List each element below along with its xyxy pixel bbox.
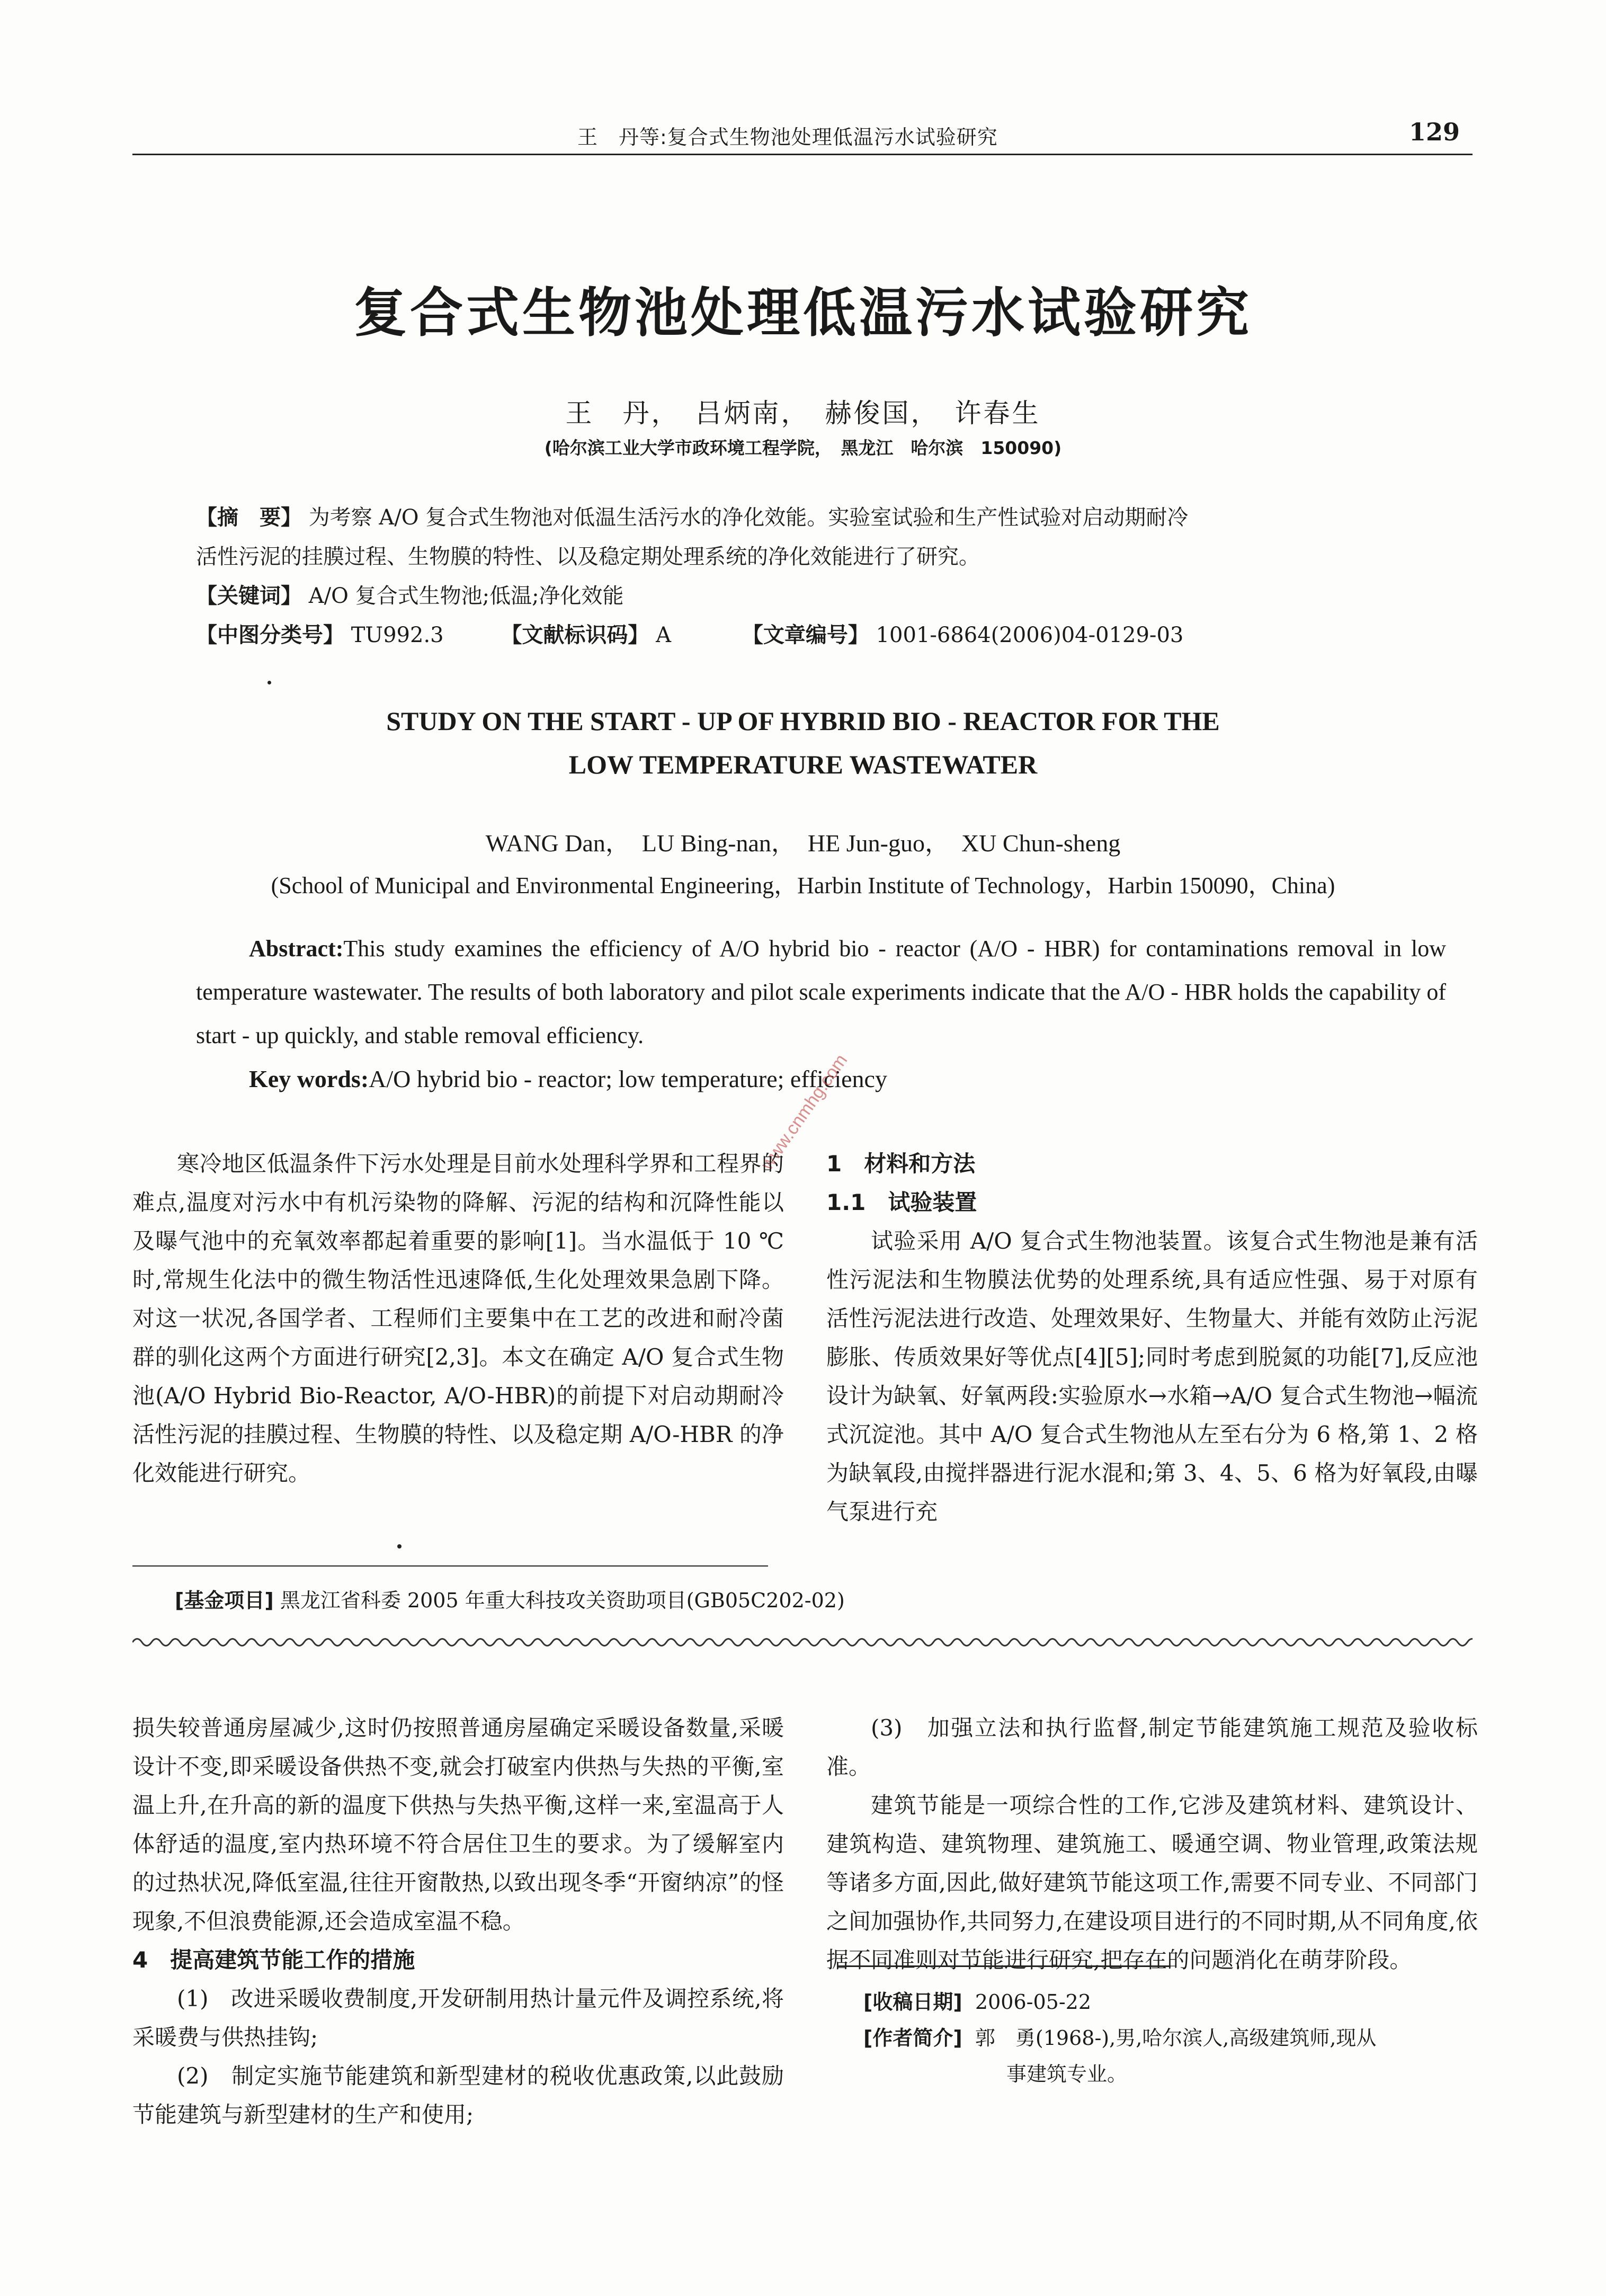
fund-note [175, 1584, 845, 1613]
title-english [0, 699, 1606, 786]
author-bio-line-1: 郭 勇(1968-),男,哈尔滨人,高级建筑师,现从 [975, 2026, 1377, 2050]
lower-left-paragraph: 损失较普通房屋减少,这时仍按照普通房屋确定采暖设备数量,采暖设计不变,即采暖设备供热不变,就会打破室内供热与失热的平衡,室温上升,在升高的新的温度下供热与失热平衡,这样一来,室温高于人体舒适的温度,室内热环境不符合居住卫生的要求。为了缓解室内的过热状况,降低室温,往往开窗散热,以致出现冬季“开窗纳凉”的怪现象,不但浪费能源,还会造成室温不稳。 [132, 1715, 784, 1934]
title-english-line-1: STUDY ON THE START - UP OF HYBRID BIO - REACTOR FOR THE [386, 706, 1220, 736]
header-rule [132, 154, 1473, 155]
abstract-line-2: 活性污泥的挂膜过程、生物膜的特性、以及稳定期处理系统的净化效能进行了研究。 [196, 545, 980, 569]
intro-column [132, 1144, 784, 1492]
authors-english: WANG Dan， LU Bing-nan， HE Jun-guo， XU Chun-sheng [485, 830, 1121, 857]
article-number-label: 【文章编号】 [742, 623, 869, 647]
intro-paragraph: 寒冷地区低温条件下污水处理是目前水处理科学界和工程界的难点,温度对污水中有机污染物的降解、污泥的结构和沉降性能以及曝气池中的充氧效率都起着重要的影响[1]。当水温低于 10 ℃时,常规生化法中的微生物活性迅速降低,生化处理效果急剧下降。对这一状况,各国学者、工程师们主要集中在工艺的改进和耐冷菌群的驯化这两个方面进行研究[2,3]。本文在确定 A/O 复合式生物池(A/O Hybrid Bio-Reactor, A/O-HBR)的前提下对启动期耐冷活性污泥的挂膜过程、生物膜的特性、以及稳定期 A/O-HBR 的净化效能进行研究。 [132, 1151, 784, 1486]
doc-code-value: A [656, 623, 672, 647]
title-chinese: 复合式生物池处理低温污水试验研究 [354, 282, 1252, 344]
lower-right-column [826, 1708, 1478, 1979]
running-title: 王 丹等:复合式生物池处理低温污水试验研究 [577, 126, 998, 149]
article-number-value: 1001-6864(2006)04-0129-03 [876, 623, 1184, 647]
section-1-1-heading: 1.1 试验装置 [826, 1189, 977, 1215]
keywords-chinese: A/O 复合式生物池;低温;净化效能 [308, 584, 624, 608]
abstract-english-text: This study examines the efficiency of A/O hybrid bio - reactor (A/O - HBR) for contaminations removal in low temperature wastewater. The results of both laboratory and pilot scale experiments indicate that the A/O - HBR holds the capability of start - up quickly, and stable removal efficiency. [196, 936, 1446, 1048]
methods-column [826, 1144, 1478, 1531]
affiliation-chinese: (哈尔滨工业大学市政环境工程学院， 黑龙江 哈尔滨 150090) [544, 438, 1062, 458]
clc-label: 【中图分类号】 [196, 623, 344, 647]
classification-line [196, 616, 1446, 655]
methods-paragraph: 试验采用 A/O 复合式生物池装置。该复合式生物池是兼有活性污泥法和生物膜法优势的处理系统,具有适应性强、易于对原有活性污泥法进行改造、处理效果好、生物量大、并能有效防止污泥膨胀、传质效果好等优点[4][5];同时考虑到脱氮的功能[7],反应池设计为缺氧、好氧两段:实验原水→水箱→A/O 复合式生物池→幅流式沉淀池。其中 A/O 复合式生物池从左至右分为 6 格,第 1、2 格为缺氧段,由搅拌器进行泥水混和;第 3、4、5、6 格为好氧段,由曝气泵进行充 [826, 1228, 1478, 1525]
fund-text: 黑龙江省科委 2005 年重大科技攻关资助项目(GB05C202-02) [280, 1589, 845, 1612]
speck-dot [267, 681, 271, 684]
title-english-line-2: LOW TEMPERATURE WASTEWATER [568, 750, 1038, 779]
keywords-label: 【关键词】 [196, 584, 302, 608]
author-bio [863, 2020, 1376, 2092]
page-number: 129 [1409, 118, 1460, 146]
authors-chinese: 王 丹， 吕炳南， 赫俊国， 许春生 [565, 398, 1041, 429]
conclusion-paragraph: 建筑节能是一项综合性的工作,它涉及建筑材料、建筑设计、建筑构造、建筑物理、建筑施工、暖通空调、物业管理,政策法规等诸多方面,因此,做好建筑节能这项工作,需要不同专业、不同部门之间加强协作,共同努力,在建设项目进行的不同时期,从不同角度,依据不同准则对节能进行研究,把存在的问题消化在萌芽阶段。 [826, 1792, 1478, 1973]
section-1-heading: 1 材料和方法 [826, 1151, 976, 1177]
received-date [863, 1984, 1091, 2020]
fund-label: [基金项目] [175, 1589, 274, 1612]
doc-code-label: 【文献标识码】 [501, 623, 649, 647]
measure-item-3: (3) 加强立法和执行监督,制定节能建筑施工规范及验收标准。 [826, 1715, 1478, 1779]
metadata-rule [837, 1965, 1171, 1967]
abstract-label: 【摘 要】 [196, 505, 302, 530]
abstract-line-1: 为考察 A/O 复合式生物池对低温生活污水的净化效能。实验室试验和生产性试验对启动期耐冷 [308, 505, 1189, 530]
affiliation-english: (School of Municipal and Environmental Engineering，Harbin Institute of Technology，Harbin 150090，China) [271, 873, 1335, 898]
keywords-english-text: A/O hybrid bio - reactor; low temperature; efficiency [369, 1065, 887, 1092]
received-value: 2006-05-22 [975, 1990, 1092, 2014]
abstract-english-label: Abstract: [249, 936, 344, 962]
watermark: www.cnmhg.com [756, 1051, 852, 1174]
measure-item-2: (2) 制定实施节能建筑和新型建材的税收优惠政策,以此鼓励节能建筑与新型建材的生产和使用; [132, 2063, 784, 2128]
abstract-chinese [196, 498, 1446, 655]
author-bio-line-2: 事建筑专业。 [1006, 2062, 1128, 2086]
wavy-separator [132, 1634, 1473, 1650]
speck-dot-2 [397, 1544, 401, 1549]
clc-value: TU992.3 [351, 623, 444, 647]
keywords-english [249, 1065, 887, 1093]
lower-left-column [132, 1708, 784, 2134]
footnote-rule [132, 1565, 768, 1567]
section-4-heading: 4 提高建筑节能工作的措施 [132, 1947, 415, 1973]
keywords-english-label: Key words: [249, 1065, 369, 1092]
author-bio-label: [作者简介] [863, 2026, 962, 2050]
received-label: [收稿日期] [863, 1990, 962, 2014]
abstract-english [196, 927, 1446, 1057]
measure-item-1: (1) 改进采暖收费制度,开发研制用热计量元件及调控系统,将采暖费与供热挂钩; [132, 1986, 784, 2050]
